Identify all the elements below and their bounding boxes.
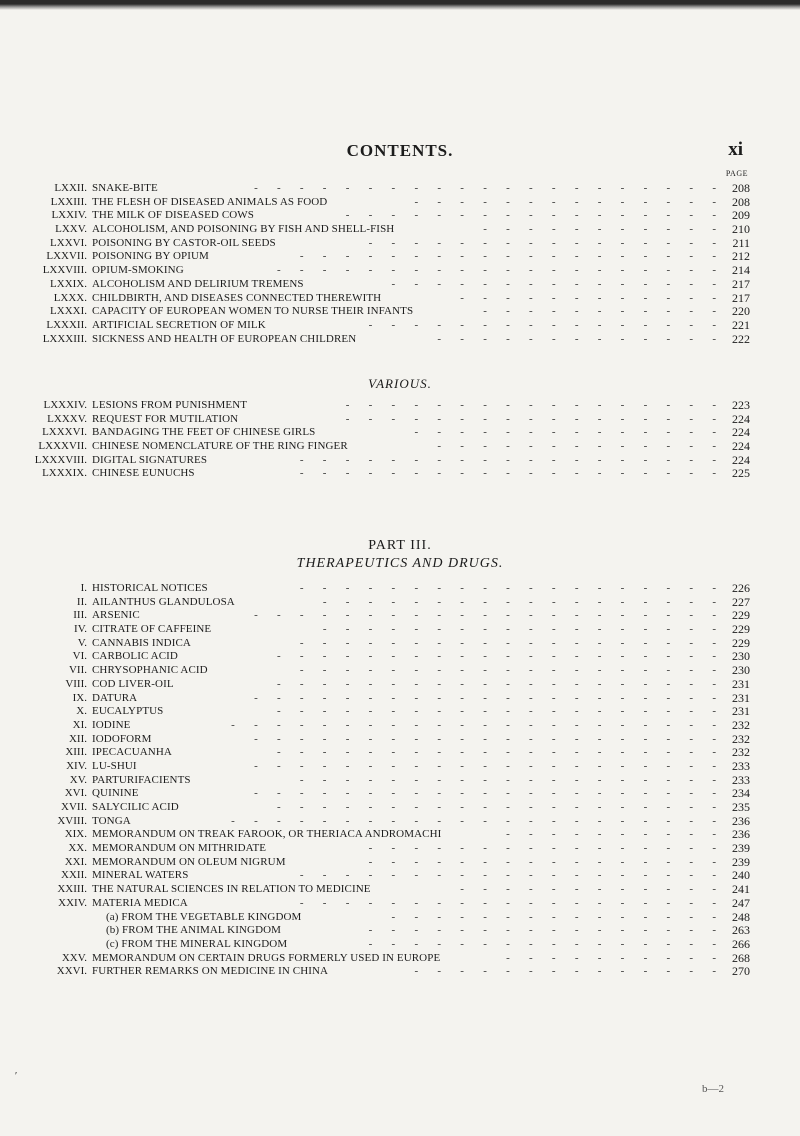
entry-page: 232 (732, 731, 750, 746)
entry-number: LXXXIV. (43, 399, 87, 411)
toc-entry (20, 883, 750, 897)
entry-page: 247 (732, 895, 750, 910)
entry-number: XIV. (66, 759, 87, 772)
toc-entry (20, 196, 750, 210)
toc-entry (20, 965, 750, 979)
entry-title: PARTURIFACIENTS (92, 773, 191, 786)
entry-number: XXIV. (58, 896, 87, 909)
entry-number: XXII. (61, 869, 87, 882)
toc-entry (20, 250, 750, 264)
entry-title: CANNABIS INDICA (92, 636, 191, 649)
entry-number: LXXVII. (46, 250, 87, 263)
signature-mark: b—2 (702, 1083, 724, 1095)
entry-page: 229 (732, 622, 750, 637)
entry-page: 208 (732, 181, 750, 195)
leader-dots: - - - - - - - - - - (506, 951, 716, 964)
toc-entry (20, 678, 750, 692)
entry-page: 211 (732, 235, 750, 250)
page-edge-shadow (0, 0, 800, 10)
entry-number: LXXXVIII. (34, 453, 87, 466)
entry-number: XXVI. (56, 965, 87, 978)
entry-title: QUININE (92, 787, 139, 800)
entry-number: LXXIX. (50, 277, 87, 290)
margin-mark: ʹ (15, 1071, 18, 1082)
entry-title: LESIONS FROM PUNISHMENT (92, 399, 248, 411)
entry-number: I. (80, 582, 87, 594)
toc-entry (20, 223, 750, 237)
entry-page: 224 (732, 452, 750, 467)
entry-page: 210 (732, 222, 750, 237)
entry-title: IODOFORM (92, 732, 152, 745)
toc-entry (20, 897, 750, 911)
entry-title: ALCOHOLISM, AND POISONING BY FISH AND SHELL-FISH (92, 223, 395, 236)
entry-page: 217 (732, 276, 750, 291)
entry-title: SALYCILIC ACID (92, 801, 179, 813)
entry-page: 224 (732, 411, 750, 426)
entry-title: CARBOLIC ACID (92, 650, 178, 663)
toc-entry (20, 787, 750, 801)
entry-title: THE FLESH OF DISEASED ANIMALS AS FOOD (92, 195, 328, 208)
toc-entry (20, 278, 750, 292)
entry-title: ARSENIC (92, 609, 140, 622)
part-heading: PART III. (368, 538, 432, 553)
toc-entry (20, 828, 750, 842)
leader-dots: - - - - - - - - - - - - (460, 291, 716, 304)
toc-entry (20, 623, 750, 637)
leader-dots: - - - - - - - - - - - - - - - - (368, 318, 716, 331)
toc-entry (20, 440, 750, 454)
entry-page: 234 (732, 786, 750, 801)
leader-dots: - - - - - - - - - - - (483, 223, 716, 236)
entry-number: LXXXVI. (42, 426, 87, 439)
toc-entry (20, 319, 750, 333)
entry-page: 221 (732, 317, 750, 332)
entry-number: III. (73, 609, 87, 622)
entry-title: IPECACUANHA (92, 746, 172, 759)
entry-number: XXV. (61, 951, 87, 964)
entry-number: VII. (68, 664, 87, 677)
toc-entry (20, 774, 750, 788)
entry-page: 230 (732, 649, 750, 664)
entry-number: LXXXIII. (42, 332, 87, 345)
toc-entry (20, 952, 750, 966)
entry-number: IX. (72, 691, 87, 704)
toc-entry (20, 292, 750, 306)
entry-title: MEMORANDUM ON OLEUM NIGRUM (92, 855, 286, 868)
toc-entry (20, 869, 750, 883)
leader-dots: - - - - - - - - - - - - - - - - - - - - (276, 264, 716, 277)
entry-page: 236 (732, 827, 750, 842)
leader-dots: - - - - - - - - - - - - (460, 883, 716, 896)
entry-page: 239 (732, 854, 750, 869)
leader-dots: - - - - - - - - - - - (483, 305, 716, 318)
toc-entry (20, 467, 750, 481)
entry-page: 212 (732, 249, 750, 264)
leader-dots: - - - - - - - - - - - - - - - - - - - (299, 636, 716, 649)
entry-page: 235 (732, 800, 750, 814)
entry-page: 248 (732, 909, 750, 924)
toc-entry (20, 842, 750, 856)
leader-dots: - - - - - - - - - - - - - - - - - - - (299, 582, 716, 594)
toc-entry (20, 582, 750, 596)
toc-entry (20, 650, 750, 664)
toc-entry (20, 609, 750, 623)
entry-page: 223 (732, 398, 750, 412)
leader-dots: - - - - - - - - - - - - - - - - - - - - - (254, 182, 716, 194)
entry-title: MINERAL WATERS (92, 869, 189, 882)
entry-title: FURTHER REMARKS ON MEDICINE IN CHINA (92, 965, 329, 978)
entry-number: LXXX. (53, 291, 87, 304)
leader-dots: - - - - - - - - - - - - - - - - (368, 937, 716, 950)
leader-dots: - - - - - - - - - - - - - - (414, 195, 716, 208)
entry-title: MEMORANDUM ON MITHRIDATE (92, 842, 267, 855)
entry-title: CHINESE EUNUCHS (92, 467, 195, 480)
entry-page: 229 (732, 635, 750, 650)
leader-dots: - - - - - - - - - - - - - - - - - - - - - (254, 691, 716, 704)
entry-number: LXXIV. (51, 209, 87, 222)
entry-title: THE NATURAL SCIENCES IN RELATION TO MEDICINE (92, 883, 371, 896)
toc-entry (20, 705, 750, 719)
leader-dots: - - - - - - - - - - - - - - - - (368, 924, 716, 937)
entry-number: XX. (68, 842, 87, 855)
entry-number: LXXVIII. (42, 264, 87, 277)
entry-number: IV. (74, 623, 87, 636)
entry-number: XVI. (64, 787, 87, 800)
toc-entry (20, 182, 750, 196)
entry-title: POISONING BY CASTOR-OIL SEEDS (92, 236, 276, 249)
entry-page: 222 (732, 331, 750, 346)
entry-number: LXXVI. (50, 236, 87, 249)
leader-dots: - - - - - - - - - - - - - - - - (368, 236, 716, 249)
leader-dots: - - - - - - - - - - - - - - - - - - - (299, 664, 716, 677)
toc-entry (20, 637, 750, 651)
entry-title: SICKNESS AND HEALTH OF EUROPEAN CHILDREN (92, 332, 357, 345)
toc-entry (20, 733, 750, 747)
entry-page: 236 (732, 813, 750, 828)
toc-entry (20, 426, 750, 440)
entry-title: (a) FROM THE VEGETABLE KINGDOM (106, 910, 302, 923)
leader-dots: - - - - - - - - - - - - - - - - - - (322, 623, 716, 636)
leader-dots: - - - - - - - - - - - - - - - - - - - (299, 467, 716, 480)
leader-dots: - - - - - - - - - - - - - - - - - - - - - - (231, 718, 716, 731)
toc-entry (20, 596, 750, 610)
entry-page: 233 (732, 772, 750, 787)
entry-page: 263 (732, 923, 750, 938)
entry-title: CHRYSOPHANIC ACID (92, 664, 208, 677)
entry-number: VI. (72, 650, 87, 663)
entry-title: ALCOHOLISM AND DELIRIUM TREMENS (92, 277, 304, 290)
entry-page: 229 (732, 608, 750, 623)
leader-dots: - - - - - - - - - - - - - - - - - (345, 209, 716, 222)
leader-dots: - - - - - - - - - - - - - - - - - - - - - (254, 787, 716, 800)
part-subheading: THERAPEUTICS AND DRUGS. (296, 556, 504, 571)
entry-title: CHINESE NOMENCLATURE OF THE RING FINGER (92, 440, 348, 453)
page-header (0, 141, 800, 167)
entry-title: MATERIA MEDICA (92, 896, 188, 909)
entry-page: 227 (732, 594, 750, 609)
leader-dots: - - - - - - - - - - - - - - - - - - - - - (254, 732, 716, 745)
entry-number: LXXII. (54, 182, 87, 194)
toc-entry (20, 264, 750, 278)
entry-title: THE MILK OF DISEASED COWS (92, 209, 254, 222)
toc-entry (20, 801, 750, 815)
toc-entry (20, 413, 750, 427)
entry-number: XXIII. (57, 883, 87, 896)
entry-page: 266 (732, 936, 750, 951)
leader-dots: - - - - - - - - - - - - - - - - - - - - - - (231, 814, 716, 827)
entry-page: 270 (732, 964, 750, 979)
entry-title: REQUEST FOR MUTILATION (92, 412, 239, 425)
toc-entry (20, 911, 750, 925)
entry-page: 217 (732, 290, 750, 305)
entry-page: 209 (732, 208, 750, 223)
toc-entry (20, 209, 750, 223)
leader-dots: - - - - - - - - - - - - - - - - - (345, 412, 716, 425)
leader-dots: - - - - - - - - - - - - - - - - - - - (299, 453, 716, 466)
entry-number: XVII. (61, 801, 87, 813)
entry-title: (c) FROM THE MINERAL KINGDOM (106, 937, 288, 950)
entry-title: TONGA (92, 814, 131, 827)
entry-title: MEMORANDUM ON TREAK FAROOK, OR THERIACA ANDROMACHI (92, 828, 442, 841)
toc-entry (20, 333, 750, 347)
toc-entry (20, 399, 750, 413)
toc-entry (20, 454, 750, 468)
leader-dots: - - - - - - - - - - - - - - - - - - (322, 595, 716, 608)
toc-entry (20, 237, 750, 251)
toc-entry (20, 938, 750, 952)
leader-dots: - - - - - - - - - - - - - - - - - - - - (276, 801, 716, 813)
leader-dots: - - - - - - - - - - - - - - - - - - - - - (254, 609, 716, 622)
leader-dots: - - - - - - - - - - - - - - (414, 426, 716, 439)
entry-number: LXXV. (55, 223, 87, 236)
entry-page: 232 (732, 717, 750, 732)
page-title: CONTENTS. (346, 141, 454, 160)
entry-number: XXI. (64, 855, 87, 868)
leader-dots: - - - - - - - - - - - - - (437, 332, 716, 345)
entry-title: EUCALYPTUS (92, 705, 164, 718)
entry-page: 226 (732, 581, 750, 595)
entry-number: VIII. (65, 677, 87, 690)
leader-dots: - - - - - - - - - - - - - - - (391, 910, 716, 923)
entry-title: DIGITAL SIGNATURES (92, 453, 208, 466)
entry-title: POISONING BY OPIUM (92, 250, 209, 263)
leader-dots: - - - - - - - - - - - - - - - - - (345, 399, 716, 411)
entry-number: LXXXI. (50, 305, 87, 318)
section-heading-various: VARIOUS. (368, 376, 432, 391)
entry-number: LXXXVII. (38, 440, 87, 453)
entry-number: LXXXII. (46, 318, 87, 331)
toc-entry (20, 746, 750, 760)
toc-group-1 (20, 182, 750, 346)
entry-page: 214 (732, 263, 750, 278)
entry-number: XIX. (64, 828, 87, 841)
toc-entry (20, 719, 750, 733)
leader-dots: - - - - - - - - - - (506, 828, 716, 841)
leader-dots: - - - - - - - - - - - - - (437, 440, 716, 453)
leader-dots: - - - - - - - - - - - - - - - - - - - - - (254, 759, 716, 772)
entry-number: XII. (68, 732, 87, 745)
toc-group-2 (20, 399, 750, 481)
entry-title: MEMORANDUM ON CERTAIN DRUGS FORMERLY USED IN EUROPE (92, 951, 441, 964)
entry-page: 208 (732, 194, 750, 209)
entry-number: LXXXV. (47, 412, 87, 425)
entry-title: CITRATE OF CAFFEINE (92, 623, 212, 636)
toc-entry (20, 305, 750, 319)
entry-page: 231 (732, 690, 750, 705)
page-column-label: PAGE (725, 169, 748, 178)
toc-entry (20, 692, 750, 706)
leader-dots: - - - - - - - - - - - - - - - - (368, 855, 716, 868)
entry-page: 239 (732, 841, 750, 856)
entry-number: XIII. (65, 746, 87, 759)
entry-title: IODINE (92, 718, 131, 731)
entry-title: COD LIVER-OIL (92, 677, 174, 690)
entry-title: SNAKE-BITE (92, 182, 158, 194)
entry-number: II. (76, 595, 87, 608)
entry-title: AILANTHUS GLANDULOSA (92, 595, 235, 608)
entry-title: LU-SHUI (92, 759, 137, 772)
entry-title: HISTORICAL NOTICES (92, 582, 208, 594)
entry-title: DATURA (92, 691, 138, 704)
leader-dots: - - - - - - - - - - - - - - - - (368, 842, 716, 855)
leader-dots: - - - - - - - - - - - - - - - - - - - (299, 869, 716, 882)
entry-page: 233 (732, 758, 750, 773)
entry-page: 225 (732, 466, 750, 481)
entry-number: V. (77, 636, 87, 649)
entry-title: CAPACITY OF EUROPEAN WOMEN TO NURSE THEIR INFANTS (92, 305, 414, 318)
entry-page: 230 (732, 663, 750, 678)
entry-page: 241 (732, 882, 750, 897)
entry-number: XV. (69, 773, 87, 786)
toc-entry (20, 815, 750, 829)
entry-number: LXXXIX. (42, 467, 87, 480)
entry-title: OPIUM-SMOKING (92, 264, 184, 277)
entry-page: 232 (732, 745, 750, 760)
leader-dots: - - - - - - - - - - - - - - - - - - - - (276, 677, 716, 690)
entry-page: 220 (732, 304, 750, 319)
toc-entry (20, 856, 750, 870)
entry-page: 231 (732, 704, 750, 719)
entry-page: 231 (732, 676, 750, 691)
leader-dots: - - - - - - - - - - - - - - - - - - - (299, 773, 716, 786)
entry-number: XI. (72, 718, 87, 731)
leader-dots: - - - - - - - - - - - - - - (414, 965, 716, 978)
entry-number: X. (76, 705, 87, 718)
leader-dots: - - - - - - - - - - - - - - - - - - - - (276, 650, 716, 663)
toc-group-3 (20, 582, 750, 979)
toc-entry (20, 924, 750, 938)
entry-title: CHILDBIRTH, AND DISEASES CONNECTED THEREWITH (92, 291, 382, 304)
leader-dots: - - - - - - - - - - - - - - - - - - - - (276, 705, 716, 718)
page-folio: xi (728, 139, 743, 160)
entry-page: 240 (732, 868, 750, 883)
toc-entry (20, 664, 750, 678)
leader-dots: - - - - - - - - - - - - - - - (391, 277, 716, 290)
toc-entry (20, 760, 750, 774)
entry-page: 224 (732, 439, 750, 454)
entry-title: BANDAGING THE FEET OF CHINESE GIRLS (92, 426, 316, 439)
entry-page: 268 (732, 950, 750, 965)
entry-number: LXXIII. (50, 195, 87, 208)
entry-title: (b) FROM THE ANIMAL KINGDOM (106, 924, 282, 937)
entry-number: XVIII. (57, 814, 87, 827)
entry-title: ARTIFICIAL SECRETION OF MILK (92, 318, 266, 331)
entry-page: 224 (732, 425, 750, 440)
leader-dots: - - - - - - - - - - - - - - - - - - - - (276, 746, 716, 759)
leader-dots: - - - - - - - - - - - - - - - - - - - (299, 250, 716, 263)
leader-dots: - - - - - - - - - - - - - - - - - - - (299, 896, 716, 909)
